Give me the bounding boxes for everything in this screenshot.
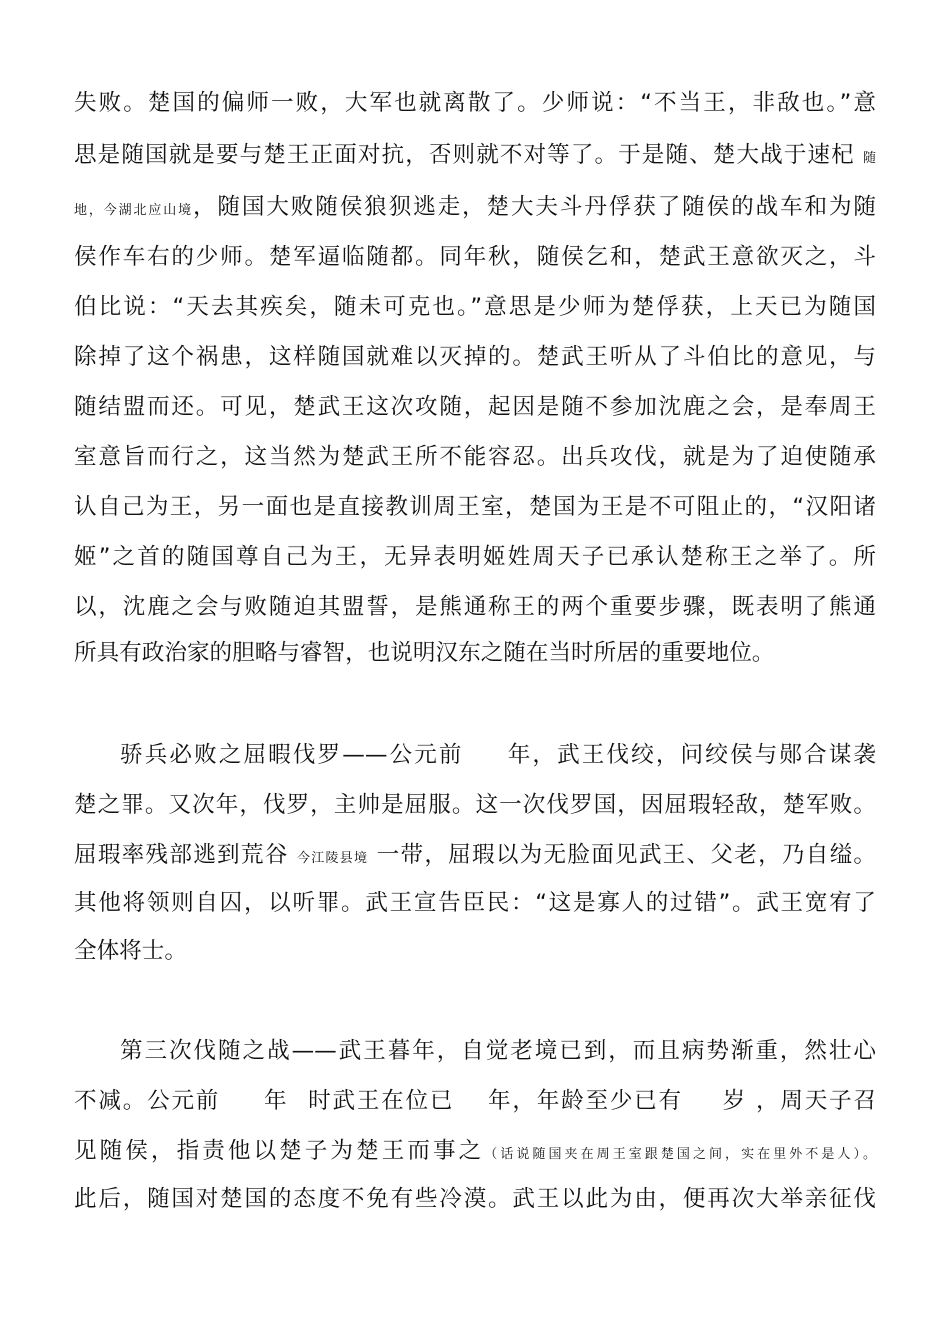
text-segment: 骄兵必败之屈暇伐罗——公元前: [120, 742, 464, 768]
paragraph-1-line-10: 姬”之首的随国尊自己为王，无异表明姬姓周天子已承认楚称王之举了。所: [74, 544, 876, 570]
paragraph-1-line-8: 室意旨而行之，这当然为楚武王所不能容忍。出兵攻伐，就是为了迫使随承: [74, 444, 876, 470]
text-segment: 年，武王伐绞，问绞侯与郧合谋袭: [505, 742, 877, 768]
paragraph-3-line-3: [74, 1134, 876, 1168]
paragraph-3-line-2: [74, 1084, 876, 1118]
paragraph-2-line-5: 全体将士。: [74, 938, 187, 964]
paragraph-1-line-4: 侯作车右的少师。楚军逼临随都。同年秋，随侯乞和，楚武王意欲灭之，斗: [74, 244, 876, 270]
paragraph-3-line-1: 第三次伐随之战——武王暮年，自觉老境已到，而且病势渐重，然壮心: [120, 1038, 876, 1064]
paragraph-1-line-12: 所具有政治家的胆略与睿智，也说明汉东之随在当时所居的重要地位。: [74, 640, 775, 666]
inline-note: （话说随国夹在周王室跟楚国之间，实在里外不是人）。: [484, 1147, 876, 1162]
text-segment: 屈瑕率残部逃到荒谷: [74, 842, 289, 868]
text-segment: ，随国大败随侯狼狈逃走，楚大夫斗丹俘获了随侯的战车和为随: [192, 194, 876, 220]
paragraph-1-line-6: 除掉了这个祸患，这样随国就难以灭掉的。楚武王听从了斗伯比的意见，与: [74, 344, 876, 370]
text-segment: 年: [262, 1088, 289, 1114]
text-segment: 岁: [720, 1088, 748, 1114]
paragraph-2-line-3: [74, 838, 876, 872]
paragraph-1-line-9: 认自己为王，另一面也是直接教训周王室，楚国为王是不可阻止的，“汉阳诸: [74, 494, 876, 520]
text-segment: 不减。公元前: [74, 1088, 221, 1114]
paragraph-2-line-4: 其他将领则自囚，以听罪。武王宣告臣民：“这是寡人的过错”。武王宽宥了: [74, 890, 876, 916]
text-segment: 年，年龄至少已有: [486, 1088, 683, 1114]
paragraph-2-line-1: [120, 738, 876, 772]
paragraph-1-line-1: 失败。楚国的偏师一败，大军也就离散了。少师说：“不当王，非敌也。”意: [74, 90, 876, 116]
inline-note: 随: [862, 151, 876, 166]
paragraph-1-line-5: 伯比说：“天去其疾矣，随未可克也。”意思是少师为楚俘获，上天已为随国: [74, 294, 876, 320]
paragraph-3-line-4: 此后，随国对楚国的态度不免有些冷漠。武王以此为由，便再次大举亲征伐: [74, 1186, 876, 1212]
text-segment: ，周天子召: [756, 1088, 877, 1114]
text-segment: 时武王在位已: [306, 1088, 455, 1114]
inline-note: 地，今湖北应山境: [74, 203, 193, 218]
text-segment: 一带，屈瑕以为无脸面见武王、父老，乃自缢。: [376, 842, 877, 868]
paragraph-1-line-11: 以，沈鹿之会与败随迫其盟誓，是熊通称王的两个重要步骤，既表明了熊通: [74, 594, 876, 620]
inline-note: 今江陵县境: [296, 851, 369, 866]
text-segment: 见随侯，指责他以楚子为楚王而事之: [74, 1138, 485, 1164]
paragraph-1-line-2: [74, 138, 876, 172]
text-segment: 思是随国就是要与楚王正面对抗，否则就不对等了。于是随、楚大战于速杞: [74, 142, 855, 168]
paragraph-1-line-3: [74, 190, 876, 224]
paragraph-2-line-2: 楚之罪。又次年，伐罗，主帅是屈服。这一次伐罗国，因屈瑕轻敌，楚军败。: [74, 792, 876, 818]
paragraph-1-line-7: 随结盟而还。可见，楚武王这次攻随，起因是随不参加沈鹿之会，是奉周王: [74, 394, 876, 420]
